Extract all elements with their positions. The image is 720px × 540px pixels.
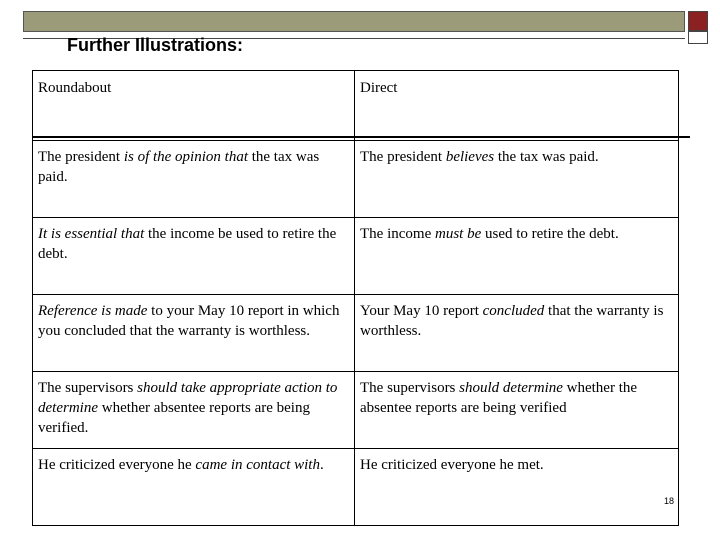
title-bar-decoration bbox=[23, 11, 685, 32]
corner-square-decoration bbox=[688, 11, 708, 31]
plain-text: The president bbox=[360, 149, 446, 165]
header-underline bbox=[32, 136, 690, 138]
roundabout-cell bbox=[33, 295, 355, 372]
plain-text: whether the absentee reports are being verified bbox=[360, 380, 638, 416]
direct-cell bbox=[355, 372, 679, 449]
emphasis-text: believes bbox=[445, 149, 495, 165]
corner-square-outline bbox=[688, 31, 708, 44]
emphasis-text: is of the opinion that bbox=[123, 149, 248, 165]
plain-text: He criticized everyone he bbox=[38, 457, 196, 473]
page-number: 18 bbox=[664, 496, 675, 506]
emphasis-text: It is essential that bbox=[38, 226, 145, 242]
emphasis-text: Reference is made bbox=[38, 303, 148, 319]
comparison-table bbox=[32, 70, 679, 526]
direct-cell bbox=[355, 141, 679, 218]
roundabout-cell bbox=[33, 141, 355, 218]
direct-cell bbox=[355, 295, 679, 372]
emphasis-text: must be bbox=[434, 226, 482, 242]
plain-text: The supervisors bbox=[38, 380, 138, 396]
plain-text: that the warranty is worthless. bbox=[360, 303, 664, 339]
roundabout-cell bbox=[33, 449, 355, 526]
header-roundabout: Roundabout bbox=[33, 71, 355, 141]
roundabout-cell bbox=[33, 218, 355, 295]
emphasis-text: should take appropriate action to determine bbox=[38, 380, 338, 416]
emphasis-text: should determine bbox=[459, 380, 563, 396]
emphasis-text: concluded bbox=[482, 303, 545, 319]
table-header-row bbox=[33, 71, 679, 141]
direct-cell bbox=[355, 449, 679, 526]
emphasis-text: came in contact with bbox=[195, 457, 320, 473]
slide-title: Further Illustrations: bbox=[67, 35, 244, 55]
plain-text: the income be used to retire the debt. bbox=[38, 226, 337, 262]
plain-text: Your May 10 report bbox=[360, 303, 483, 319]
header-direct: Direct bbox=[355, 71, 679, 141]
table-row bbox=[33, 295, 679, 372]
plain-text: The president bbox=[38, 149, 124, 165]
plain-text: whether absentee reports are being verified. bbox=[38, 400, 310, 436]
table-row bbox=[33, 218, 679, 295]
plain-text: the tax was paid. bbox=[494, 149, 599, 165]
roundabout-cell bbox=[33, 372, 355, 449]
plain-text: the tax was paid. bbox=[38, 149, 320, 185]
plain-text: to your May 10 report in which you concluded that the warranty is worthless. bbox=[38, 303, 340, 339]
direct-cell bbox=[355, 218, 679, 295]
plain-text: The income bbox=[360, 226, 435, 242]
plain-text: used to retire the debt. bbox=[481, 226, 619, 242]
table-row bbox=[33, 372, 679, 449]
table-row bbox=[33, 141, 679, 218]
plain-text: . bbox=[319, 457, 324, 473]
plain-text: He criticized everyone he met. bbox=[360, 457, 544, 473]
table-row bbox=[33, 449, 679, 526]
plain-text: The supervisors bbox=[360, 380, 460, 396]
